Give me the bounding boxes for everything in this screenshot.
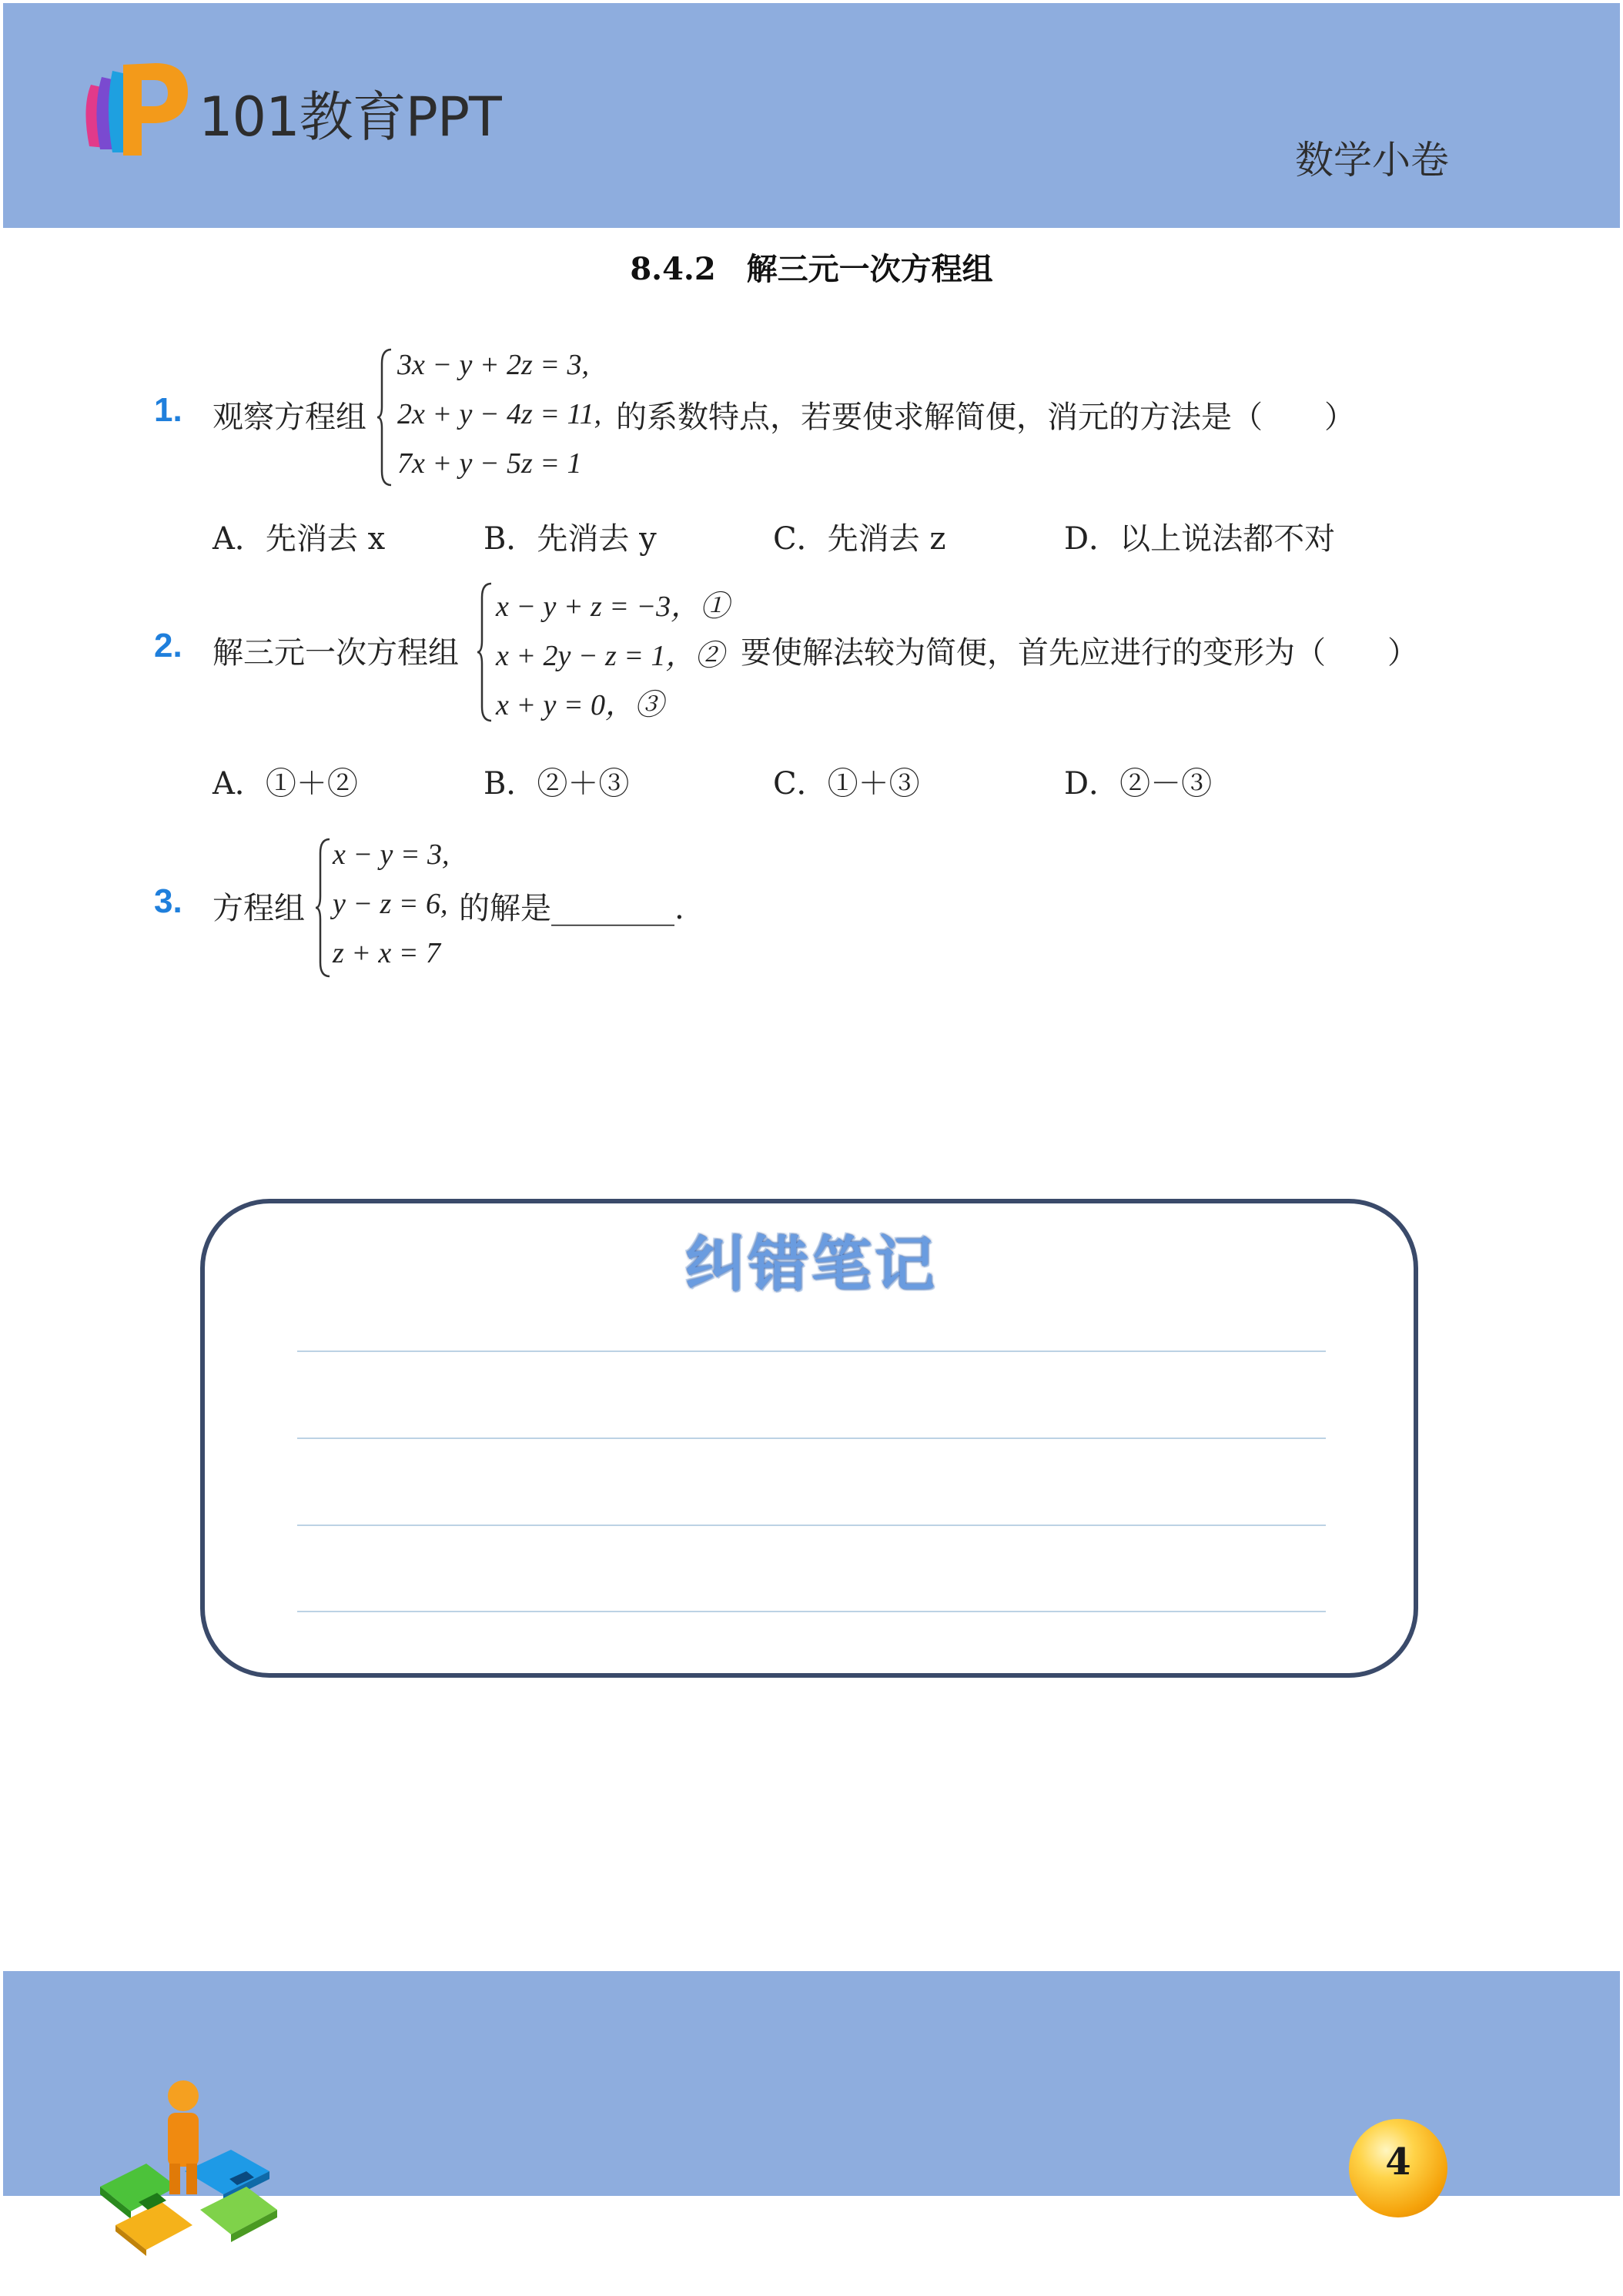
- equation: 3x − y + 2z = 3,: [397, 349, 589, 381]
- equation: 2x + y − 4z = 11,: [397, 398, 602, 430]
- question-2-option-a: A．①＋②: [212, 766, 358, 802]
- question-3-prefix: 方程组: [212, 891, 305, 926]
- question-2-suffix: 要使解法较为简便，首先应进行的变形为（ ）: [741, 635, 1418, 671]
- question-1-option-b: B．先消去 y: [484, 521, 657, 557]
- note-line[interactable]: [297, 1611, 1326, 1612]
- page-title: 8.4.2 解三元一次方程组: [630, 251, 993, 287]
- note-line[interactable]: [297, 1350, 1326, 1352]
- figure-on-tiles-icon: [92, 2079, 293, 2256]
- note-line[interactable]: [297, 1438, 1326, 1439]
- question-2-prefix: 解三元一次方程组: [212, 635, 459, 671]
- question-2-option-b: B．②＋③: [484, 766, 630, 802]
- subject-label: 数学小卷: [1295, 138, 1449, 182]
- equation: x + 2y − z = 1，②: [496, 640, 724, 672]
- question-1-option-c: C．先消去 z: [773, 521, 946, 557]
- question-1-prefix: 观察方程组: [212, 400, 366, 435]
- brand-name: 101教育PPT: [199, 85, 501, 149]
- equation: x − y + z = −3，①: [496, 591, 730, 623]
- question-3-number: 3.: [154, 882, 182, 920]
- correction-notes-title: 纠错笔记: [684, 1230, 938, 1300]
- question-1-option-a: A．先消去 x: [212, 521, 386, 557]
- brace-icon: [376, 348, 394, 487]
- equation: z + x = 7: [333, 937, 440, 969]
- answer-blank[interactable]: 的解是________.: [459, 891, 684, 926]
- equation: y − z = 6,: [333, 888, 448, 920]
- brace-icon: [476, 582, 494, 722]
- brace-icon: [314, 838, 333, 978]
- question-2-option-d: D．②－③: [1064, 766, 1213, 802]
- note-line[interactable]: [297, 1525, 1326, 1526]
- equation: x + y = 0，③: [496, 689, 664, 721]
- equation: x − y = 3,: [333, 838, 450, 871]
- question-2-option-c: C．①＋③: [773, 766, 920, 802]
- question-1-suffix: 的系数特点，若要使求解简便，消元的方法是（ ）: [616, 400, 1355, 435]
- page-number: 4: [1385, 2140, 1411, 2184]
- brand-logo-icon: [75, 54, 191, 162]
- question-1-number: 1.: [154, 391, 182, 429]
- question-2-number: 2.: [154, 627, 182, 664]
- question-1-option-d: D．以上说法都不对: [1064, 521, 1336, 557]
- equation: 7x + y − 5z = 1: [397, 447, 582, 480]
